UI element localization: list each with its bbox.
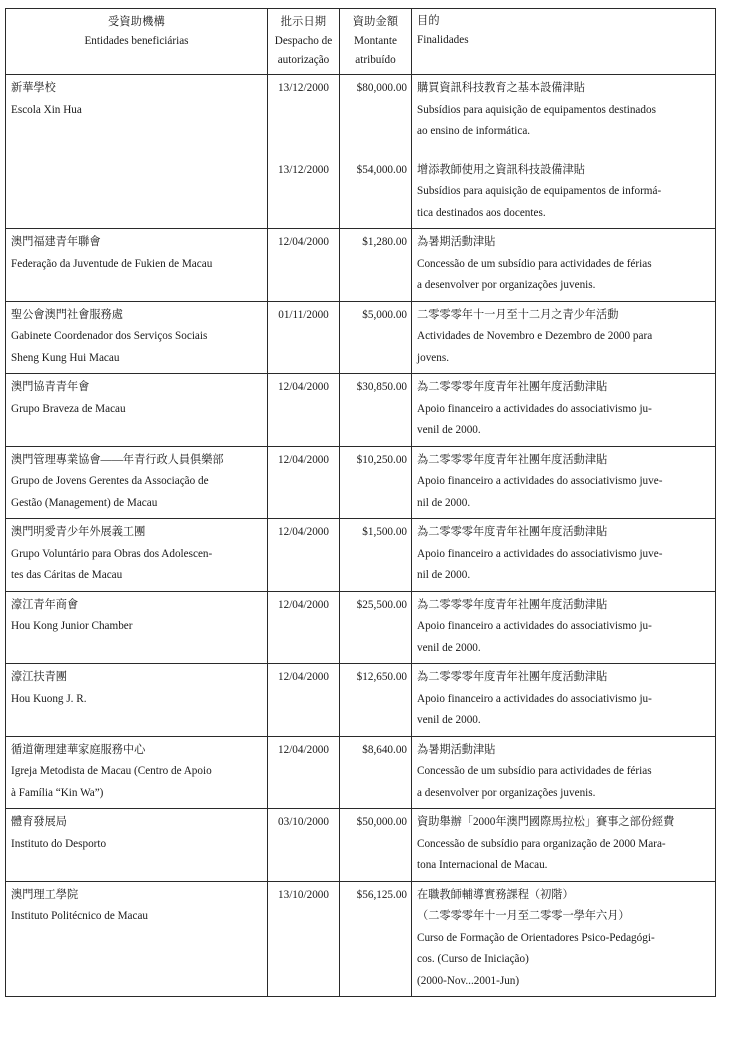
date-filler	[268, 348, 339, 370]
amount-cell	[340, 75, 412, 229]
date-filler	[268, 399, 339, 421]
grant-spacer	[417, 143, 711, 160]
amount-filler	[340, 928, 407, 950]
entity-name-pt: Gestão (Management) de Macau	[11, 496, 158, 509]
purpose-line: jovens.	[417, 351, 450, 364]
date-filler	[268, 181, 339, 203]
entity-cell	[6, 881, 268, 997]
amount-filler	[340, 471, 407, 493]
amount-cell	[340, 591, 412, 664]
purpose-cell	[412, 301, 716, 374]
amount-cell	[340, 664, 412, 737]
date-filler	[268, 710, 339, 732]
table-row	[6, 591, 716, 664]
date-filler	[268, 275, 339, 297]
purpose-line: Apoio financeiro a actividades do associativismo juve-	[417, 475, 663, 487]
amount-filler	[340, 616, 407, 638]
entity-name-pt: Grupo Voluntário para Obras dos Adolescen-	[11, 547, 213, 560]
purpose-line: venil de 2000.	[417, 641, 481, 654]
table-row	[6, 446, 716, 519]
amount-filler	[340, 181, 407, 203]
date-filler	[268, 420, 339, 442]
date-filler	[268, 783, 339, 805]
entity-name-pt: Federação da Juventude de Fukien de Macau	[11, 257, 213, 270]
date-filler	[268, 326, 339, 348]
purpose-line: 購買資訊科技教育之基本設備津貼	[417, 82, 585, 94]
amount-filler	[340, 834, 407, 856]
date-filler	[268, 761, 339, 783]
amount-filler	[340, 348, 407, 370]
amount-filler	[340, 203, 407, 225]
entity-name-zh: 濠江扶青團	[11, 671, 67, 683]
grant-amount: $10,250.00	[356, 453, 407, 466]
date-filler	[268, 121, 339, 143]
purpose-cell	[412, 736, 716, 809]
purpose-line: Concessão de subsídio para organização de 2000 Mara-	[417, 837, 666, 850]
grant-amount: $8,640.00	[362, 743, 407, 756]
date-filler	[268, 638, 339, 660]
amount-filler	[340, 971, 407, 993]
grant-amount: $5,000.00	[362, 308, 407, 321]
amount-filler	[340, 638, 407, 660]
date-cell	[268, 301, 340, 374]
entity-name-zh: 澳門理工學院	[11, 888, 79, 901]
entity-name-pt: Grupo de Jovens Gerentes da Associação de	[11, 475, 209, 487]
entity-name-pt: Igreja Metodista de Macau (Centro de Apoio	[11, 765, 212, 777]
amount-filler	[340, 420, 407, 442]
purpose-cell	[412, 519, 716, 592]
entity-name-zh: 體育發展局	[11, 816, 67, 828]
entity-cell	[6, 736, 268, 809]
approval-date: 12/04/2000	[278, 381, 329, 393]
purpose-line: Actividades de Novembro e Dezembro de 2000 para	[417, 330, 653, 342]
grants-table	[5, 8, 716, 997]
entity-cell	[6, 519, 268, 592]
approval-date: 12/04/2000	[278, 453, 329, 466]
purpose-line: 為暑期活動津貼	[417, 236, 496, 248]
purpose-line: nil de 2000.	[417, 496, 471, 509]
purpose-cell	[412, 446, 716, 519]
date-filler	[268, 203, 339, 225]
entity-name-zh: 澳門明愛青少年外展義工團	[11, 526, 146, 538]
entity-cell	[6, 446, 268, 519]
entity-cell	[6, 301, 268, 374]
entity-name-pt: Instituto Politécnico de Macau	[11, 910, 149, 922]
purpose-cell	[412, 881, 716, 997]
date-filler	[268, 689, 339, 711]
purpose-line: 二零零零年十一月至十二月之青少年活動	[417, 308, 619, 321]
header-amount-pt-2: atribuído	[355, 54, 396, 66]
amount-filler	[340, 275, 407, 297]
entity-cell	[6, 75, 268, 229]
table-row	[6, 301, 716, 374]
entity-name-zh: 新華學校	[11, 82, 56, 94]
amount-filler	[340, 855, 407, 877]
amount-filler	[340, 399, 407, 421]
grant-amount: $25,500.00	[356, 598, 407, 611]
purpose-cell	[412, 591, 716, 664]
date-filler	[268, 544, 339, 566]
amount-filler	[340, 254, 407, 276]
date-cell	[268, 374, 340, 447]
amount-filler	[340, 906, 407, 928]
entity-name-pt: à Família “Kin Wa”)	[11, 786, 104, 799]
amount-filler	[340, 689, 407, 711]
purpose-line: a desenvolver por organizações juvenis.	[417, 279, 596, 291]
table-body	[6, 75, 716, 997]
purpose-line: 為二零零零年度青年社團年度活動津貼	[417, 598, 608, 611]
purpose-line: 為二零零零年度青年社團年度活動津貼	[417, 526, 608, 538]
approval-date: 12/04/2000	[278, 671, 329, 683]
amount-filler	[340, 565, 407, 587]
purpose-line: 增添教師使用之資訊科技設備津貼	[417, 163, 585, 176]
purpose-line: 在職教師輔導實務課程（初階）	[417, 888, 574, 901]
purpose-line: Subsídios para aquisição de equipamentos de informá-	[417, 185, 662, 197]
amount-filler	[340, 761, 407, 783]
grant-amount: $1,500.00	[362, 526, 407, 538]
entity-name-pt: Escola Xin Hua	[11, 103, 82, 116]
grant-spacer	[268, 143, 339, 160]
purpose-line: Apoio financeiro a actividades do associativismo ju-	[417, 692, 652, 705]
purpose-line: ao ensino de informática.	[417, 125, 531, 137]
approval-date: 12/04/2000	[278, 743, 329, 756]
approval-date: 12/04/2000	[278, 526, 329, 538]
date-filler	[268, 471, 339, 493]
table-row	[6, 75, 716, 229]
entity-cell	[6, 664, 268, 737]
approval-date: 03/10/2000	[278, 816, 329, 828]
entity-name-pt: Hou Kuong J. R.	[11, 692, 87, 705]
entity-cell	[6, 809, 268, 882]
table-row	[6, 374, 716, 447]
amount-cell	[340, 881, 412, 997]
entity-name-pt: Sheng Kung Hui Macau	[11, 351, 120, 364]
entity-name-zh: 澳門管理專業協會——年青行政人員俱樂部	[11, 453, 224, 466]
purpose-line: Curso de Formação de Orientadores Psico-Pedagógi-	[417, 931, 655, 944]
purpose-cell	[412, 229, 716, 302]
date-cell	[268, 519, 340, 592]
amount-cell	[340, 446, 412, 519]
date-cell	[268, 591, 340, 664]
entity-cell	[6, 591, 268, 664]
purpose-line: venil de 2000.	[417, 714, 481, 726]
purpose-line: Apoio financeiro a actividades do associativismo ju-	[417, 402, 652, 415]
date-filler	[268, 928, 339, 950]
header-purpose-pt: Finalidades	[417, 34, 469, 46]
header-date-pt-2: autorização	[277, 54, 330, 66]
amount-filler	[340, 493, 407, 515]
grant-amount: $54,000.00	[356, 163, 407, 176]
entity-name-pt: Grupo Bravezа de Macau	[11, 402, 126, 415]
grant-amount: $50,000.00	[356, 816, 407, 828]
entity-name-pt: tes das Cáritas de Macau	[11, 569, 123, 581]
date-filler	[268, 949, 339, 971]
approval-date: 13/12/2000	[278, 163, 329, 176]
purpose-line: 為暑期活動津貼	[417, 743, 496, 756]
header-amount-pt-1: Montante	[354, 35, 397, 47]
amount-cell	[340, 809, 412, 882]
approval-date: 13/10/2000	[278, 888, 329, 901]
purpose-line: Concessão de um subsídio para actividades de férias	[417, 765, 652, 777]
amount-filler	[340, 326, 407, 348]
purpose-line: 為二零零零年度青年社團年度活動津貼	[417, 381, 608, 393]
amount-cell	[340, 229, 412, 302]
date-cell	[268, 664, 340, 737]
purpose-line: (2000-Nov...2001-Jun)	[417, 974, 520, 987]
purpose-cell	[412, 664, 716, 737]
amount-filler	[340, 783, 407, 805]
header-date-zh: 批示日期	[280, 16, 327, 28]
date-filler	[268, 855, 339, 877]
date-cell	[268, 229, 340, 302]
table-row	[6, 229, 716, 302]
header-amount	[340, 9, 412, 75]
purpose-line: tona Internacional de Macau.	[417, 859, 548, 871]
header-entity-pt: Entidades beneficiárias	[84, 35, 189, 47]
header-amount-zh: 資助金額	[352, 16, 399, 28]
purpose-line: （二零零零年十一月至二零零一學年六月）	[417, 910, 630, 922]
amount-cell	[340, 736, 412, 809]
purpose-line: Apoio financeiro a actividades do associativismo ju-	[417, 620, 652, 632]
purpose-line: Apoio financeiro a actividades do associativismo juve-	[417, 547, 663, 560]
date-cell	[268, 446, 340, 519]
amount-filler	[340, 100, 407, 122]
date-filler	[268, 834, 339, 856]
date-filler	[268, 254, 339, 276]
table-row	[6, 519, 716, 592]
purpose-cell	[412, 374, 716, 447]
date-filler	[268, 616, 339, 638]
header-purpose	[412, 9, 716, 75]
grant-spacer	[340, 143, 407, 160]
purpose-cell	[412, 809, 716, 882]
amount-filler	[340, 121, 407, 143]
date-filler	[268, 565, 339, 587]
date-cell	[268, 736, 340, 809]
grant-amount: $30,850.00	[356, 381, 407, 393]
table-row	[6, 809, 716, 882]
amount-cell	[340, 301, 412, 374]
amount-cell	[340, 519, 412, 592]
purpose-line: 為二零零零年度青年社團年度活動津貼	[417, 671, 608, 683]
entity-name-pt: Gabinete Coordenador dos Serviços Sociais	[11, 330, 208, 342]
purpose-line: a desenvolver por organizações juvenis.	[417, 786, 596, 799]
table-header-row	[6, 9, 716, 75]
purpose-line: tica destinados aos docentes.	[417, 206, 546, 219]
entity-name-zh: 聖公會澳門社會服務處	[11, 308, 123, 321]
date-cell	[268, 881, 340, 997]
purpose-line: venil de 2000.	[417, 424, 481, 436]
amount-filler	[340, 949, 407, 971]
purpose-cell	[412, 75, 716, 229]
grant-amount: $1,280.00	[362, 236, 407, 248]
grant-amount: $12,650.00	[356, 671, 407, 683]
entity-name-pt: Hou Kong Junior Chamber	[11, 620, 133, 632]
entity-name-zh: 澳門福建青年聯會	[11, 236, 101, 248]
header-entity-zh: 受資助機構	[108, 16, 165, 28]
table-row	[6, 736, 716, 809]
date-filler	[268, 100, 339, 122]
table-row	[6, 664, 716, 737]
header-entity	[6, 9, 268, 75]
purpose-line: nil de 2000.	[417, 569, 471, 581]
entity-name-pt: Instituto do Desporto	[11, 837, 107, 850]
amount-filler	[340, 710, 407, 732]
approval-date: 12/04/2000	[278, 236, 329, 248]
entity-cell	[6, 229, 268, 302]
entity-name-zh: 循道衛理建華家庭服務中心	[11, 743, 146, 756]
table-row	[6, 881, 716, 997]
amount-cell	[340, 374, 412, 447]
header-date-pt-1: Despacho de	[274, 35, 333, 47]
grant-amount: $56,125.00	[356, 888, 407, 901]
date-cell	[268, 75, 340, 229]
purpose-line: 為二零零零年度青年社團年度活動津貼	[417, 453, 608, 466]
grant-amount: $80,000.00	[356, 82, 407, 94]
header-purpose-zh: 目的	[417, 15, 440, 27]
entity-name-zh: 濠江青年商會	[11, 598, 79, 611]
date-filler	[268, 493, 339, 515]
date-filler	[268, 971, 339, 993]
approval-date: 01/11/2000	[278, 308, 329, 321]
purpose-line: Concessão de um subsídio para actividades de férias	[417, 257, 652, 270]
date-filler	[268, 906, 339, 928]
entity-cell	[6, 374, 268, 447]
amount-filler	[340, 544, 407, 566]
approval-date: 13/12/2000	[278, 82, 329, 94]
purpose-line: Subsídios para aquisição de equipamentos destinados	[417, 103, 656, 116]
header-date	[268, 9, 340, 75]
date-cell	[268, 809, 340, 882]
purpose-line: cos. (Curso de Iniciação)	[417, 953, 529, 965]
entity-name-zh: 澳門協青青年會	[11, 381, 90, 393]
purpose-line: 資助舉辦「2000年澳門國際馬拉松」賽事之部份經費	[417, 816, 675, 828]
approval-date: 12/04/2000	[278, 598, 329, 611]
